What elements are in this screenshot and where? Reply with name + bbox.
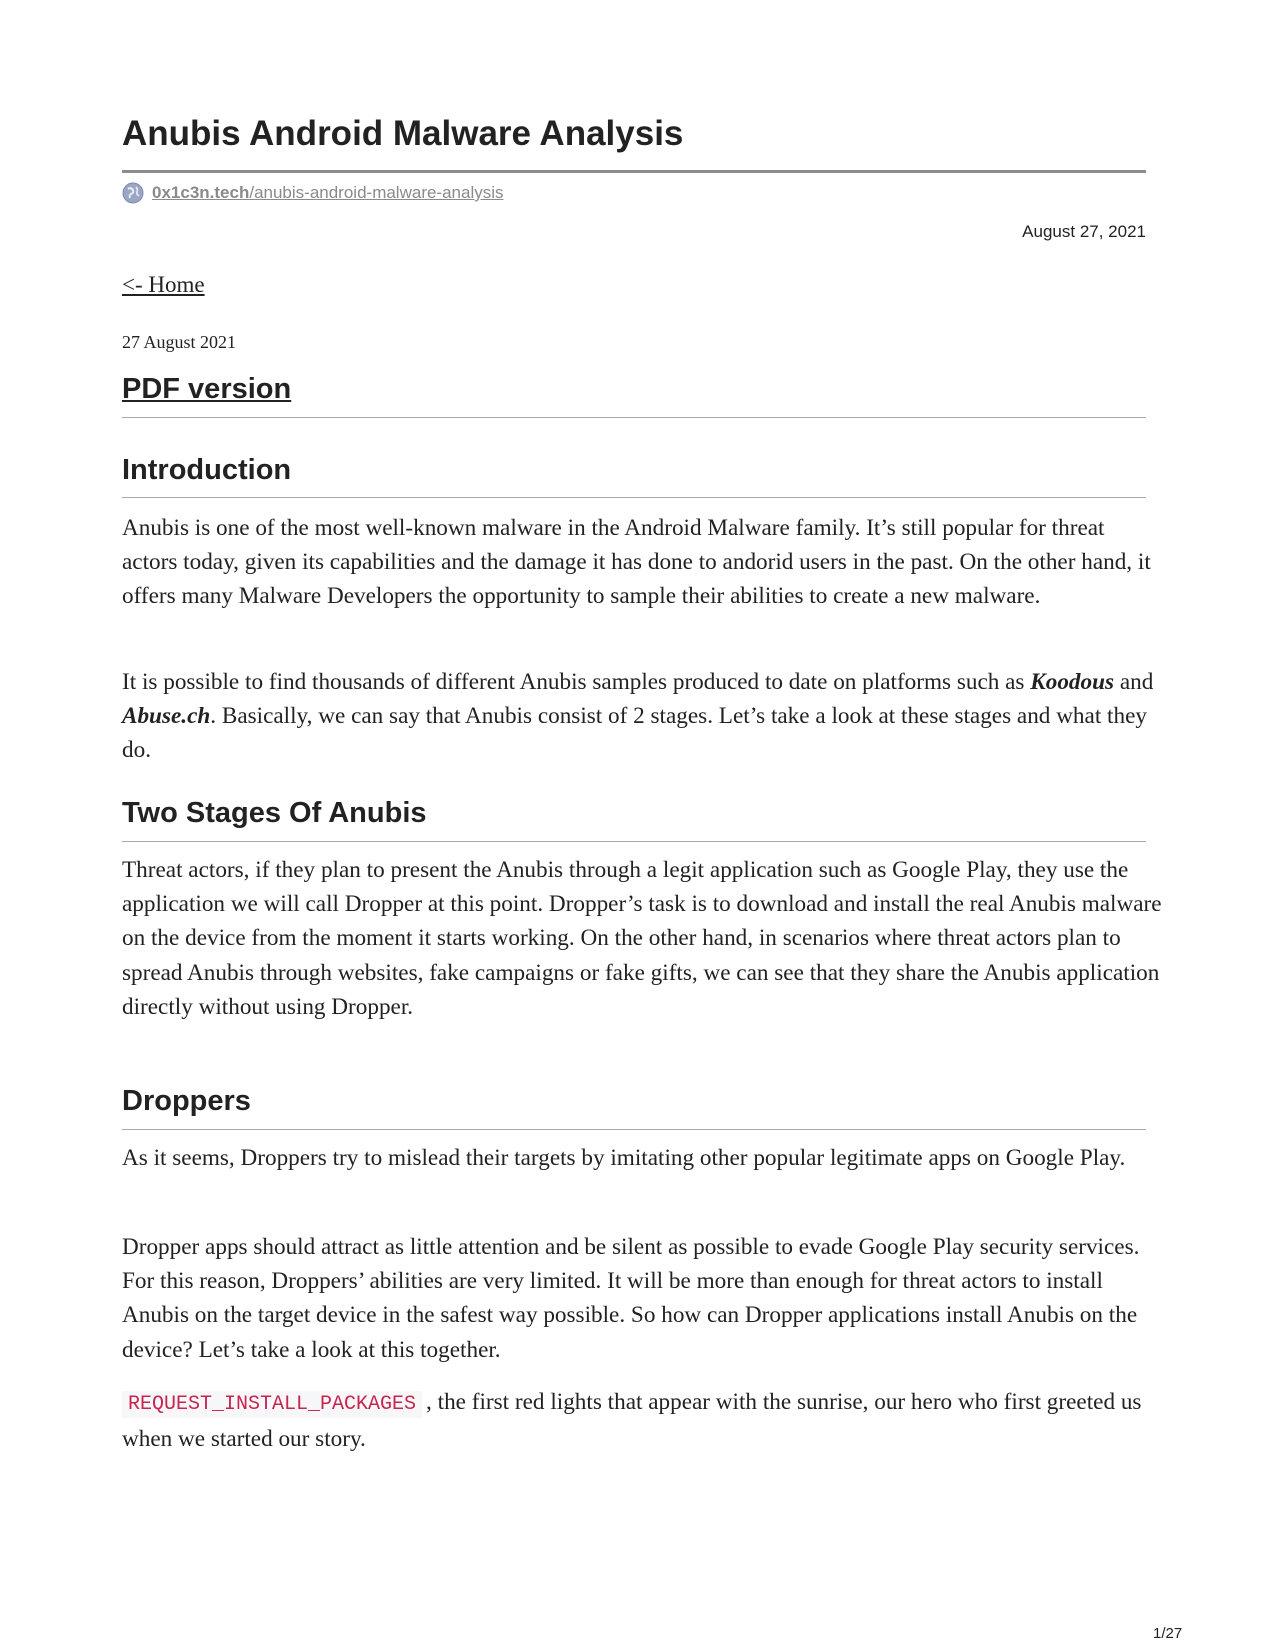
source-link[interactable] — [152, 183, 504, 203]
title-divider — [122, 170, 1146, 173]
droppers-divider — [122, 1129, 1146, 1130]
introduction-paragraph-2: It is possible to find thousands of different Anubis samples produced to date on platforms such as Koodous and Abuse.ch. Basically, we can say that Anubis consist of 2 stages. Let’s take a look at these stages and what they do. — [122, 669, 1154, 764]
globe-icon — [122, 182, 144, 204]
two-stages-divider — [122, 841, 1146, 842]
source-url — [122, 182, 504, 204]
abuse-ch-emphasis: Abuse.ch — [122, 703, 211, 730]
page-title: Anubis Android Malware Analysis — [122, 114, 684, 153]
droppers-heading: Droppers — [122, 1085, 251, 1117]
pdf-version-divider — [122, 417, 1146, 418]
publish-date: August 27, 2021 — [1022, 222, 1146, 241]
pdf-version-heading — [122, 373, 291, 406]
two-stages-heading: Two Stages Of Anubis — [122, 797, 427, 829]
post-date: 27 August 2021 — [122, 332, 237, 352]
droppers-paragraph-2: Dropper apps should attract as little attention and be silent as possible to evade Google Play security services. For this reason, Droppers’ abilities are very limited. It will be more than enough for threat actors to install Anubis on the target device in the safest way possible. So how can Dropper applications install Anubis on the device? Let’s take a look at this together. — [122, 1234, 1140, 1363]
two-stages-paragraph: Threat actors, if they plan to present the Anubis through a legit application such as Google Play, they use the application we will call Dropper at this point. Dropper’s task is to download and install the real Anubis malware on the device from the moment it starts working. On the other hand, in scenarios where threat actors plan to spread Anubis through websites, fake campaigns or fake gifts, we can see that they share the Anubis application directly without using Dropper. — [122, 857, 1162, 1020]
introduction-paragraph-1: Anubis is one of the most well-known malware in the Android Malware family. It’s still popular for threat actors today, given its capabilities and the damage it has done to andorid users in the past. On the other hand, it offers many Malware Developers the opportunity to sample their abilities to create a new malware. — [122, 515, 1151, 610]
source-path: /anubis-android-malware-analysis — [249, 183, 504, 202]
page-number: 1/27 — [1153, 1625, 1183, 1642]
introduction-heading: Introduction — [122, 454, 292, 486]
pdf-version-link[interactable]: PDF version — [122, 373, 292, 405]
home-link[interactable]: <- Home — [122, 272, 205, 297]
droppers-paragraph-1: As it seems, Droppers try to mislead their targets by imitating other popular legitimate apps on Google Play. — [122, 1145, 1126, 1171]
koodous-emphasis: Koodous — [1030, 669, 1115, 695]
introduction-divider — [122, 497, 1146, 498]
droppers-paragraph-3: REQUEST_INSTALL_PACKAGES , the first red lights that appear with the sunrise, our hero who first greeted us when we started our story. — [122, 1389, 1142, 1453]
request-install-packages-code: REQUEST_INSTALL_PACKAGES — [122, 1391, 422, 1418]
source-domain: 0x1c3n.tech — [152, 183, 250, 202]
